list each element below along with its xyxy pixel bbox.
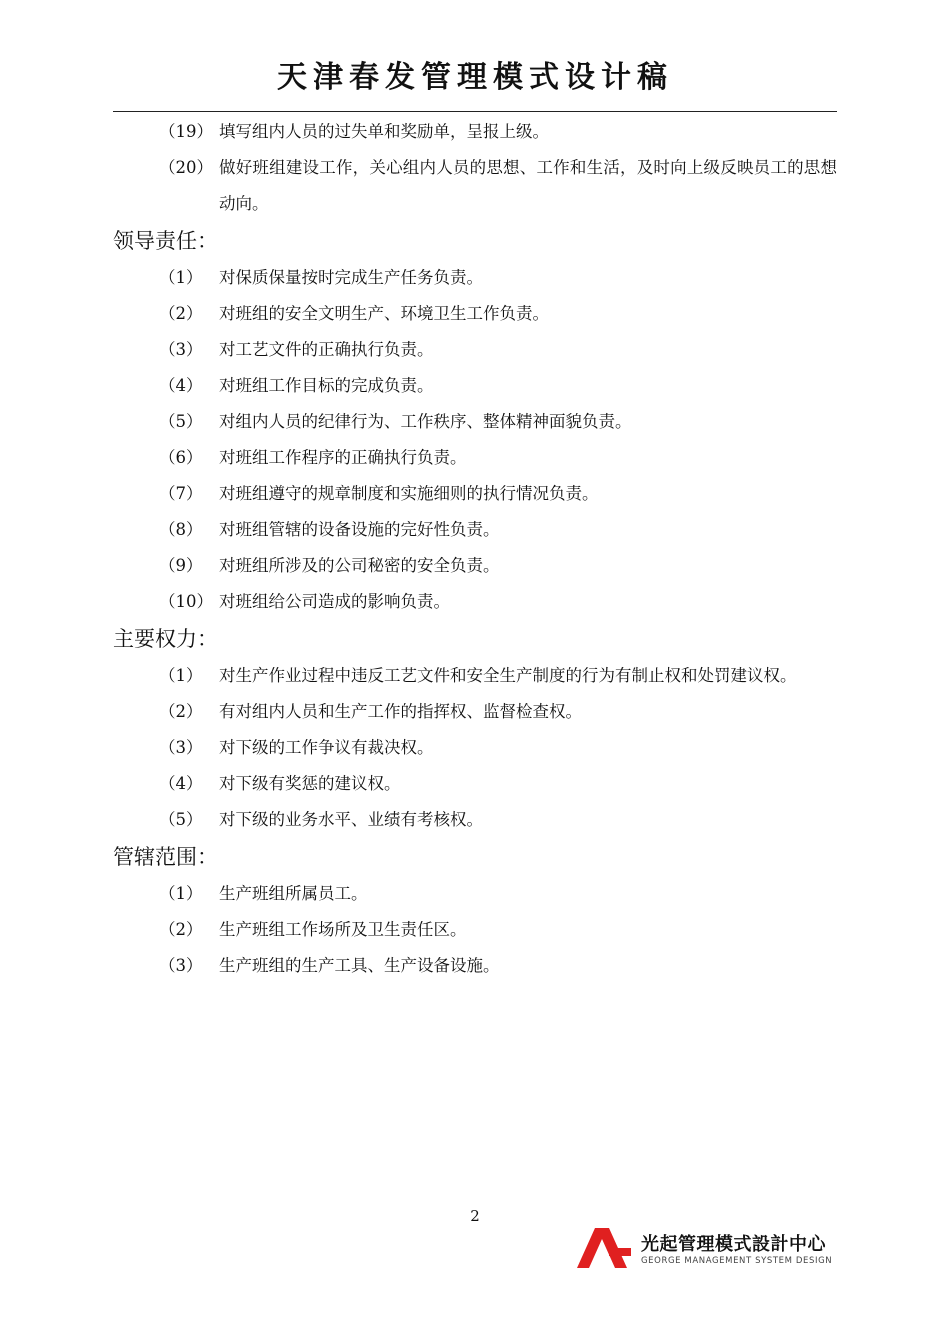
item-text: 对保质保量按时完成生产任务负责。 [219, 268, 483, 287]
item-number: （9） [159, 556, 203, 575]
list-item [113, 694, 837, 730]
item-text: 生产班组的生产工具、生产设备设施。 [219, 956, 500, 975]
list-item [113, 512, 837, 548]
list-item [113, 658, 837, 694]
document-body [113, 114, 837, 984]
list-item [113, 766, 837, 802]
item-text: 对工艺文件的正确执行负责。 [219, 340, 434, 359]
list-item [113, 912, 837, 948]
item-number: （19） [159, 122, 213, 141]
item-number: （20） [159, 158, 213, 177]
item-text: 对班组工作目标的完成负责。 [219, 376, 434, 395]
item-number: （5） [159, 412, 203, 431]
item-text: 对班组的安全文明生产、环境卫生工作负责。 [219, 304, 549, 323]
header-divider [113, 111, 837, 112]
list-item [113, 876, 837, 912]
item-number: （2） [159, 702, 203, 721]
item-number: （5） [159, 810, 203, 829]
item-number: （3） [159, 340, 203, 359]
list-item [113, 296, 837, 332]
list-item [113, 368, 837, 404]
section-title-leadership-responsibility: 领导责任： [113, 229, 218, 253]
item-text: 对下级有奖惩的建议权。 [219, 774, 401, 793]
list-item [113, 948, 837, 984]
item-text: 有对组内人员和生产工作的指挥权、监督检查权。 [219, 702, 582, 721]
item-text: 对班组所涉及的公司秘密的安全负责。 [219, 556, 500, 575]
logo-chinese-text: 光起管理模式設計中心 [641, 1234, 826, 1255]
document-header-title: 天津春发管理模式设计稿 [277, 60, 673, 95]
list-item [113, 548, 837, 584]
item-text: 对班组管辖的设备设施的完好性负责。 [219, 520, 500, 539]
item-text: 生产班组所属员工。 [219, 884, 368, 903]
item-number: （1） [159, 884, 203, 903]
item-text: 对班组工作程序的正确执行负责。 [219, 448, 467, 467]
item-text: 生产班组工作场所及卫生责任区。 [219, 920, 467, 939]
list-item [113, 332, 837, 368]
list-item [113, 440, 837, 476]
item-number: （4） [159, 376, 203, 395]
item-text: 对下级的业务水平、业绩有考核权。 [219, 810, 483, 829]
item-text: 对组内人员的纪律行为、工作秩序、整体精神面貌负责。 [219, 412, 632, 431]
item-number: （7） [159, 484, 203, 503]
list-item [113, 584, 837, 620]
section-title-jurisdiction: 管辖范围： [113, 845, 218, 869]
company-logo [575, 1226, 837, 1270]
item-number: （6） [159, 448, 203, 467]
item-number: （4） [159, 774, 203, 793]
list-item [113, 802, 837, 838]
list-item [113, 114, 837, 150]
section-title-main-powers: 主要权力： [113, 627, 218, 651]
item-number: （8） [159, 520, 203, 539]
item-number: （10） [159, 592, 213, 611]
item-text: 填写组内人员的过失单和奖励单，呈报上级。 [219, 122, 549, 141]
item-number: （1） [159, 666, 203, 685]
item-number: （3） [159, 738, 203, 757]
item-number: （2） [159, 920, 203, 939]
list-item [113, 150, 837, 222]
list-item [113, 260, 837, 296]
item-number: （1） [159, 268, 203, 287]
page-number: 2 [470, 1207, 480, 1225]
logo-english-text: GEORGE MANAGEMENT SYSTEM DESIGN [641, 1256, 833, 1266]
logo-a-mark-icon [575, 1228, 635, 1268]
item-text: 对班组给公司造成的影响负责。 [219, 592, 450, 611]
item-text: 对下级的工作争议有裁决权。 [219, 738, 434, 757]
list-item [113, 476, 837, 512]
list-item [113, 730, 837, 766]
item-text: 对生产作业过程中违反工艺文件和安全生产制度的行为有制止权和处罚建议权。 [219, 666, 797, 685]
list-item [113, 404, 837, 440]
item-text: 做好班组建设工作，关心组内人员的思想、工作和生活，及时向上级反映员工的思想动向。 [219, 158, 837, 213]
item-text: 对班组遵守的规章制度和实施细则的执行情况负责。 [219, 484, 599, 503]
item-number: （2） [159, 304, 203, 323]
item-number: （3） [159, 956, 203, 975]
